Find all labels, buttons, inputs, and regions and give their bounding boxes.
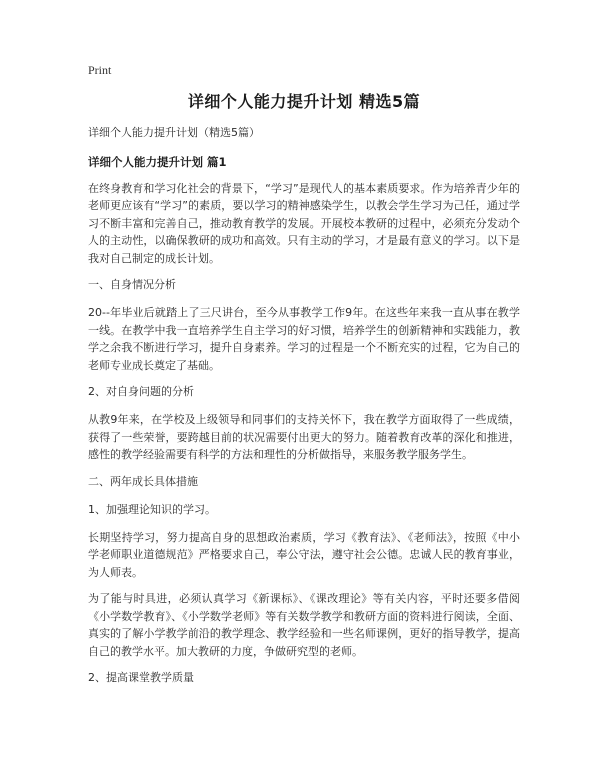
section-heading: 详细个人能力提升计划 篇1 — [88, 154, 227, 169]
intro-paragraph: 在终身教育和学习化社会的背景下，“学习”是现代人的基本素质要求。作为培养青少年的老师更应该有“学习”的素质，要以学习的精神感染学生，以教会学生学习为己任，通过学习不断丰富和完善自己，推动教育教学的发展。开展校本教研的过程中，必须充分发动个人的主动性，以确保教研的成功和高效。只有主动的学习，才是最有意义的学习。以下是我对自己制定的成长计划。 — [88, 181, 520, 265]
paragraph-keep-pace: 为了能与时具进，必须认真学习《新课标》、《课改理论》等有关内容，平时还要多借阅《小学数学教育》、《小学数学老师》等有关数学教学和教研方面的资料进行阅读，全面、真实的了解小学教学前沿的教学理念、教学经验和一些名师课例，更好的指导教学，提高自己的教学水平。加大教研的力度，争做研究型的老师。 — [88, 592, 520, 658]
document-page — [88, 62, 520, 697]
heading-growth-measures: 二、两年成长具体措施 — [88, 474, 198, 488]
paragraph-problem-analysis: 从教9年来，在学校及上级领导和同事们的支持关怀下，我在教学方面取得了一些成绩，获得了一些荣誉，要跨越目前的状况需要付出更大的努力。随着教育改革的深化和推进，感性的教学经验需要有科学的方法和理性的分析做指导，来服务教学服务学生。 — [88, 413, 520, 461]
heading-problem-analysis: 2、对自身问题的分析 — [88, 385, 194, 398]
paragraph-self-analysis: 20--年毕业后就踏上了三尺讲台，至今从事教学工作9年。在这些年来我一直从事在教学一线。在教学中我一直培养学生自主学习的好习惯，培养学生的创新精神和实践能力，教学之余我不断进行学习，提升自身素养。学习的过程是一个不断充实的过程，它为自己的老师专业成长奠定了基础。 — [88, 306, 520, 372]
heading-teaching-quality: 2、提高课堂教学质量 — [88, 671, 194, 684]
document-title: 详细个人能力提升计划 精选5篇 — [187, 92, 421, 111]
heading-self-analysis: 一、自身情况分析 — [88, 278, 176, 291]
paragraph-theory-study: 长期坚持学习，努力提高自身的思想政治素质，学习《教育法》、《老师法》，按照《中小学老师职业道德规范》严格要求自己，奉公守法，遵守社会公德。忠诚人民的教育事业，为人师表。 — [88, 530, 520, 579]
print-label[interactable]: Print — [88, 63, 112, 77]
heading-theory-study: 1、加强理论知识的学习。 — [88, 502, 216, 516]
document-subtitle: 详细个人能力提升计划（精选5篇） — [88, 126, 260, 139]
